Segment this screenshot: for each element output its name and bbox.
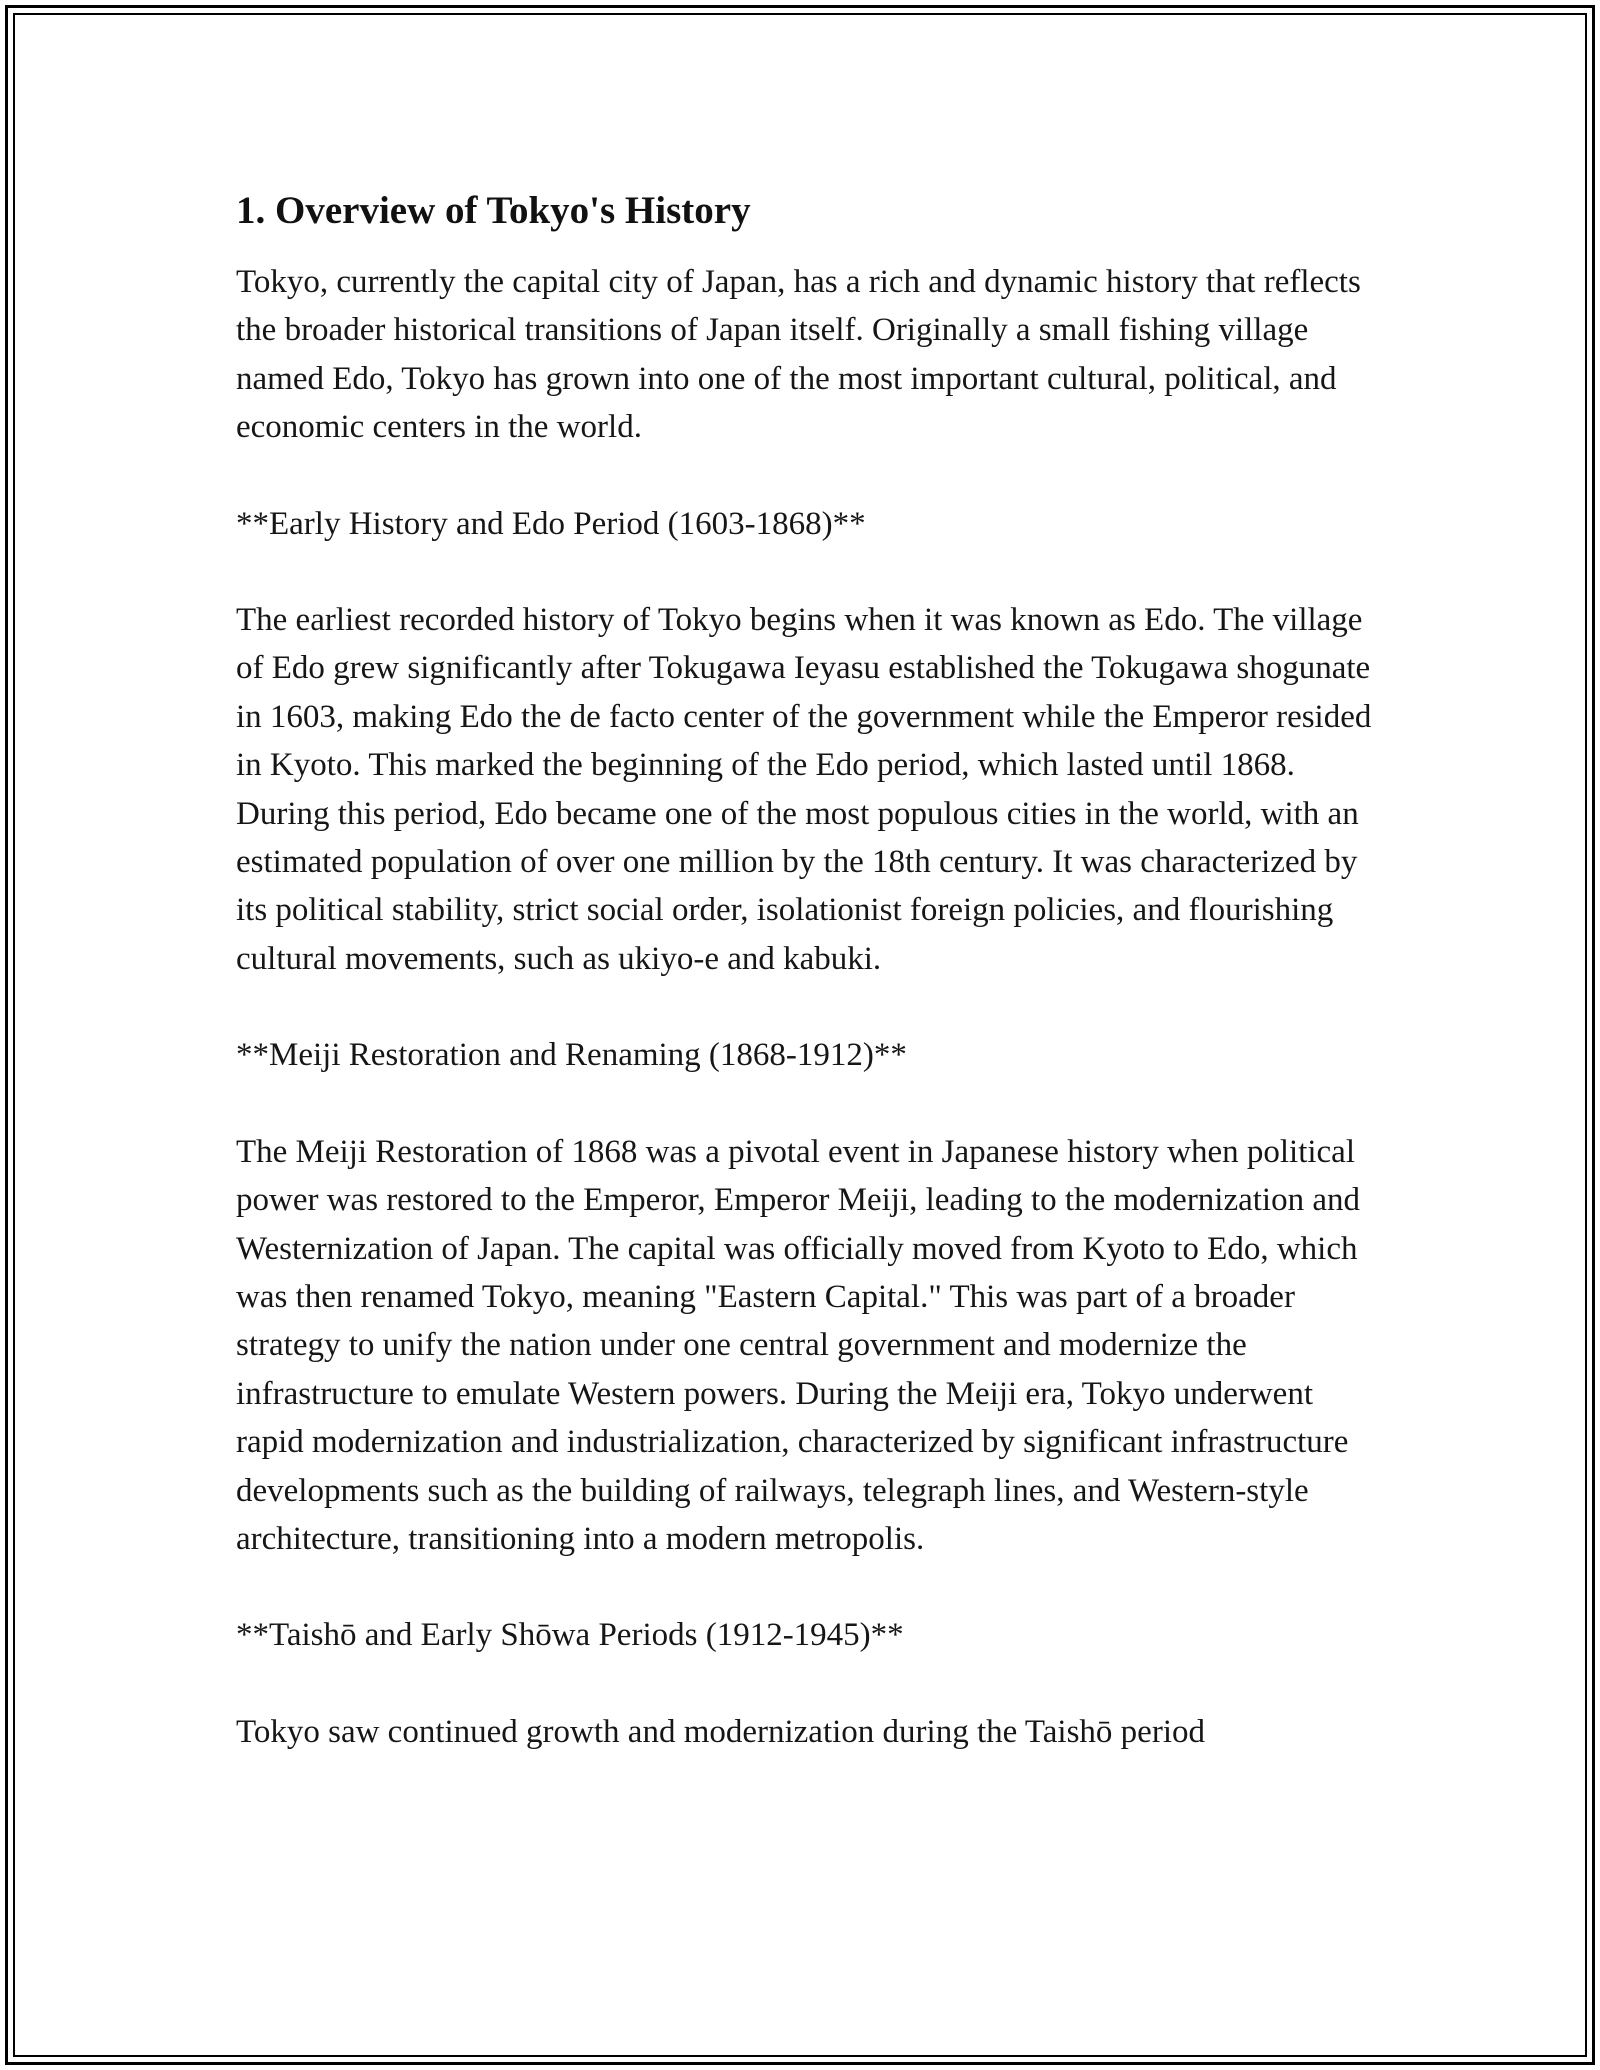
paragraph-meiji-restoration: The Meiji Restoration of 1868 was a pivotal event in Japanese history when political power was restored to the Emperor, Emperor Meiji, leading to the modernization and Westernization of Japan. The capital was officially moved from Kyoto to Edo, which was then renamed Tokyo, meaning "Eastern Capital." This was part of a broader strategy to unify the nation under one central government and modernize the infrastructure to emulate Western powers. During the Meiji era, Tokyo underwent rapid modernization and industrialization, characterized by significant infrastructure developments such as the building of railways, telegraph lines, and Western-style architecture, transitioning into a modern metropolis. (236, 1133, 1360, 1557)
section-title: 1. Overview of Tokyo's History (236, 189, 751, 232)
paragraph-edo-period: The earliest recorded history of Tokyo begins when it was known as Edo. The village of Edo grew significantly after Tokugawa Ieyasu established the Tokugawa shogunate in 1603, making Edo the de facto center of the government while the Emperor resided in Kyoto. This marked the beginning of the Edo period, which lasted until 1868. During this period, Edo became one of the most populous cities in the world, with an estimated population of over one million by the 18th century. It was characterized by its political stability, strict social order, isolationist foreign policies, and flourishing cultural movements, such as ukiyo-e and kabuki. (236, 602, 1372, 977)
document-body (236, 186, 1376, 1756)
subheading-taisho-showa: **Taishō and Early Shōwa Periods (1912-1945)** (236, 1617, 904, 1654)
subheading-edo-period: **Early History and Edo Period (1603-1868)** (236, 505, 866, 542)
subheading-meiji-restoration: **Meiji Restoration and Renaming (1868-1912)** (236, 1037, 907, 1074)
paragraph-intro: Tokyo, currently the capital city of Japan, has a rich and dynamic history that reflects the broader historical transitions of Japan itself. Originally a small fishing village named Edo, Tokyo has grown into one of the most important cultural, political, and economic centers in the world. (236, 264, 1361, 446)
paragraph-taisho-showa: Tokyo saw continued growth and modernization during the Taishō period (236, 1713, 1205, 1750)
